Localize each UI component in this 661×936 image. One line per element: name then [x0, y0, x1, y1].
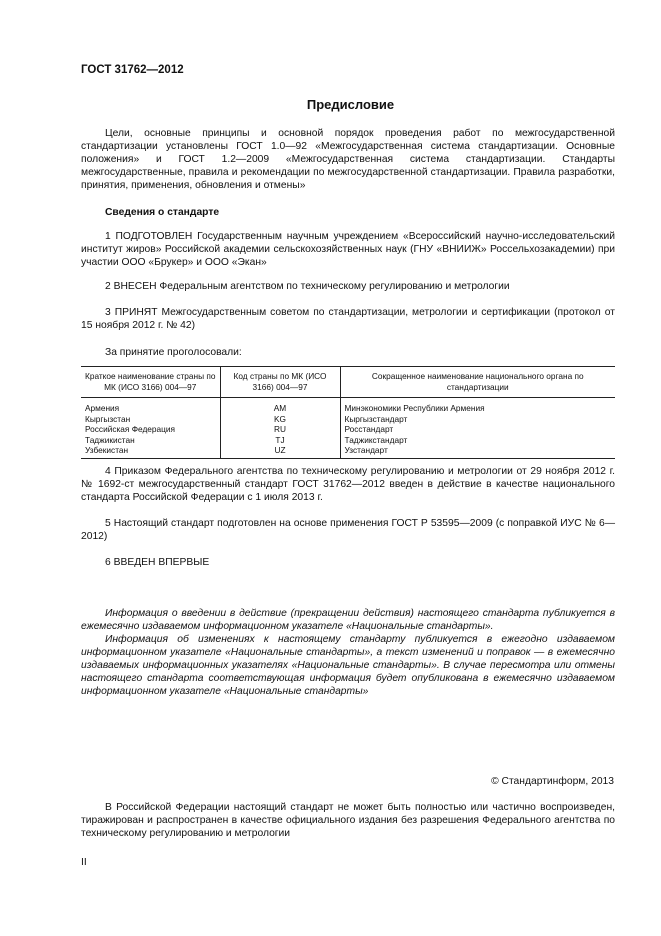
votes-table [81, 366, 615, 459]
country-cell: Узбекистан [81, 445, 220, 458]
code-cell: UZ [220, 445, 340, 458]
page-number: II [81, 857, 87, 868]
table-row [81, 414, 615, 425]
code-cell: RU [220, 424, 340, 435]
column-header-body: Сокращенное наименование национального органа по стандартизации [340, 367, 615, 398]
code-cell: TJ [220, 435, 340, 446]
item-1-prepared: 1 ПОДГОТОВЛЕН Государственным научным учреждением «Всероссийский научно-исследовательский институт жиров» Российской академии сельскохозяйственных наук (ГНУ «ВНИИЖ» Россельхозакадемии) при участии ООО «Брукер» и ООО «Экан» [81, 231, 615, 268]
country-cell: Армения [85, 403, 120, 413]
country-cell: Кыргызстан [85, 413, 131, 424]
votes-table-header [81, 367, 615, 398]
code-cell: KG [220, 414, 340, 425]
body-cell: Росстандарт [340, 424, 615, 435]
item-3-adopted: 3 ПРИНЯТ Межгосударственным советом по стандартизации, метрологии и сертификации (протокол от 15 ноября 2012 г. № 42) [81, 307, 615, 331]
table-row [81, 445, 615, 458]
body-cell: Узстандарт [340, 445, 615, 458]
country-cell: Таджикистан [85, 434, 135, 445]
table-row [81, 435, 615, 446]
body-cell: Минэкономики Республики Армения [340, 398, 615, 414]
info-paragraph-1: Информация о введении в действие (прекращении действия) настоящего стандарта публикуется в ежемесячно издаваемом информационном указателе «Национальные стандарты». [81, 608, 615, 632]
item-2-submitted: 2 ВНЕСЕН Федеральным агентством по техническому регулированию и метрологии [105, 281, 510, 292]
section-heading: Сведения о стандарте [105, 207, 220, 218]
item-5-basis: 5 Настоящий стандарт подготовлен на основе применения ГОСТ Р 53595—2009 (с поправкой ИУС № 6—2012) [81, 518, 615, 542]
footer-note: В Российской Федерации настоящий стандарт не может быть полностью или частично воспроизведен, тиражирован и распространен в качестве официального издания без разрешения Федерального агентства по техническому регулированию и метрологии [81, 802, 615, 839]
table-row [81, 424, 615, 435]
country-cell: Российская Федерация [85, 424, 176, 434]
item-6-introduced: 6 ВВЕДЕН ВПЕРВЫЕ [105, 557, 210, 568]
column-header-code: Код страны по МК (ИСО 3166) 004—97 [220, 367, 340, 398]
document-header: ГОСТ 31762—2012 [81, 64, 184, 76]
table-row [81, 398, 615, 414]
body-cell: Кыргызстандарт [340, 414, 615, 425]
copyright: © Стандартинформ, 2013 [491, 776, 614, 787]
body-cell: Таджикстандарт [340, 435, 615, 446]
page-title: Предисловие [306, 97, 395, 112]
info-paragraph-2: Информация об изменениях к настоящему стандарту публикуется в ежегодно издаваемом информационном указателе «Национальные стандарты», а текст изменений и поправок — в ежемесячно издаваемых информационных указателях «Национальные стандарты». В случае пересмотра или отмены настоящего стандарта соответствующая информация будет опубликована в ежемесячно издаваемом информационном указателе «Национальные стандарты» [81, 634, 615, 697]
item-4-order: 4 Приказом Федерального агентства по техническому регулированию и метрологии от 29 ноября 2012 г. № 1692-ст межгосударственный стандарт ГОСТ 31762—2012 введен в действие в качестве национального стандарта Российской Федерации с 1 июля 2013 г. [81, 466, 615, 503]
intro-paragraph: Цели, основные принципы и основной порядок проведения работ по межгосударственной стандартизации установлены ГОСТ 1.0—92 «Межгосударственная система стандартизации. Основные положения» и ГОСТ 1.2—2009 «Межгосударственная система стандартизации. Стандарты межгосударственные, правила и рекомендации по межгосударственной стандартизации. Правила разработки, принятия, применения, обновления и отмены» [81, 128, 615, 191]
votes-intro: За принятие проголосовали: [105, 347, 242, 358]
code-cell: AM [220, 398, 340, 414]
column-header-country: Краткое наименование страны по МК (ИСО 3166) 004—97 [81, 367, 220, 398]
